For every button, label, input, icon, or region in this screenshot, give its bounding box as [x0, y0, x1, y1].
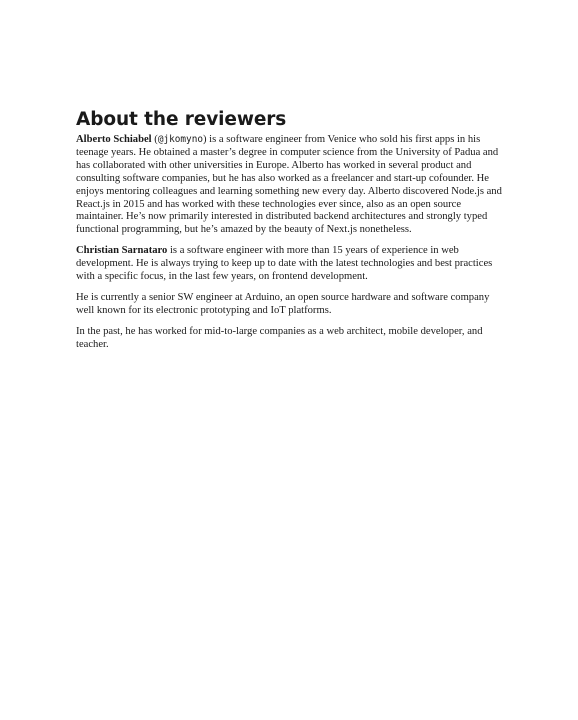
- reviewer-bio-alberto: [76, 134, 506, 237]
- reviewer-name: Christian Sarnataro: [76, 245, 168, 257]
- reviewer-handle: @jkomyno: [157, 134, 203, 145]
- reviewer-bio-text: is a software engineer from Venice who sold his first apps in his teenage years. He obtained a master’s degree in computer science from the University of Padua and has collaborated with other universities in Europe. Alberto has worked in several product and consulting software companies, but he has also worked as a freelancer and start-up cofounder. He enjoys mentoring colleagues and learning something new every day. Alberto discovered Node.js and React.js in 2015 and has worked with these technologies ever since, also as an open source maintainer. He’s now primarily interested in distributed backend architectures and strongly typed functional programming, but he’s amazed by the beauty of Next.js nonetheless.: [76, 134, 502, 236]
- document-page: [76, 108, 506, 360]
- reviewer-bio-paragraph: He is currently a senior SW engineer at Arduino, an open source hardware and software company well known for its electronic prototyping and IoT platforms.: [76, 291, 490, 316]
- handle-open: (: [151, 134, 158, 145]
- section-title: About the reviewers: [76, 109, 287, 130]
- reviewer-name: Alberto Schiabel: [76, 134, 152, 145]
- handle-close: ): [202, 134, 207, 145]
- reviewer-bio-paragraph: In the past, he has worked for mid-to-large companies as a web architect, mobile developer, and teacher.: [76, 325, 483, 350]
- reviewer-bio-christian: [76, 245, 506, 284]
- reviewer-bio-text: is a software engineer with more than 15 years of experience in web development. He is always trying to keep up to date with the latest technologies and best practices with a specific focus, in the last few years, on frontend development.: [76, 245, 493, 283]
